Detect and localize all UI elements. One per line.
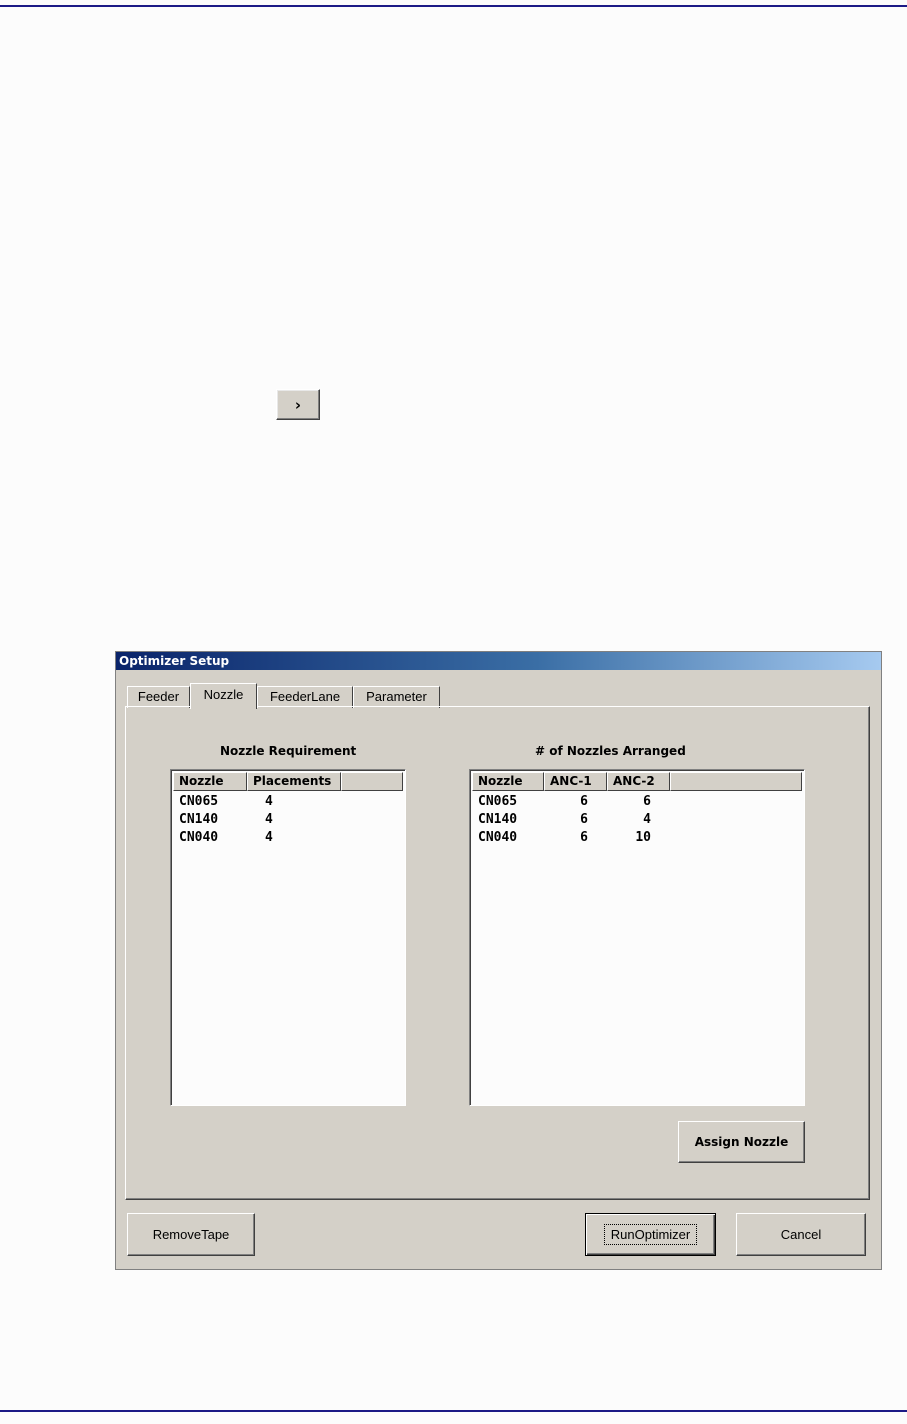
nozzle-cell: CN140 xyxy=(179,812,219,827)
list-rows xyxy=(478,794,651,848)
nozzle-requirement-list[interactable] xyxy=(170,769,406,1106)
list-rows xyxy=(179,794,273,848)
tab-nozzle[interactable]: Nozzle xyxy=(190,683,257,709)
column-header-anc-1[interactable]: ANC-1 xyxy=(544,772,607,791)
tab-parameter[interactable]: Parameter xyxy=(353,686,440,708)
column-header-anc-2[interactable]: ANC-2 xyxy=(607,772,670,791)
placements-cell: 4 xyxy=(265,794,273,809)
list-header xyxy=(173,772,403,791)
optimizer-setup-dialog xyxy=(115,651,882,1270)
chevron-right-button[interactable] xyxy=(276,389,320,420)
nozzle-tab-panel xyxy=(125,706,870,1200)
anc-2-cell: 10 xyxy=(635,830,651,845)
nozzles-arranged-title: # of Nozzles Arranged xyxy=(535,744,686,758)
nozzles-arranged-list[interactable] xyxy=(469,769,805,1106)
run-optimizer-label: RunOptimizer xyxy=(604,1224,697,1245)
table-row[interactable] xyxy=(478,812,651,830)
nozzle-cell: CN140 xyxy=(478,812,518,827)
placements-cell: 4 xyxy=(265,812,273,827)
list-header xyxy=(472,772,802,791)
nozzle-cell: CN065 xyxy=(179,794,219,809)
column-header-placements[interactable]: Placements xyxy=(247,772,341,791)
anc-1-cell: 6 xyxy=(580,830,588,845)
top-rule xyxy=(0,5,907,7)
chevron-right-icon: › xyxy=(294,395,302,414)
table-row[interactable] xyxy=(179,830,273,848)
tab-feederlane[interactable]: FeederLane xyxy=(257,686,353,708)
cancel-button[interactable]: Cancel xyxy=(736,1213,866,1256)
column-header-nozzle[interactable]: Nozzle xyxy=(472,772,544,791)
table-row[interactable] xyxy=(179,812,273,830)
nozzle-cell: CN040 xyxy=(478,830,518,845)
table-row[interactable] xyxy=(478,830,651,848)
remove-tape-button[interactable]: RemoveTape xyxy=(127,1213,255,1256)
assign-nozzle-button[interactable]: Assign Nozzle xyxy=(678,1121,805,1163)
anc-1-cell: 6 xyxy=(580,812,588,827)
table-row[interactable] xyxy=(478,794,651,812)
placements-cell: 4 xyxy=(265,830,273,845)
nozzle-requirement-title: Nozzle Requirement xyxy=(220,744,357,758)
anc-1-cell: 6 xyxy=(580,794,588,809)
dialog-title: Optimizer Setup xyxy=(116,652,881,670)
bottom-rule xyxy=(0,1410,907,1412)
column-header-blank[interactable] xyxy=(670,772,802,791)
column-header-blank[interactable] xyxy=(341,772,403,791)
nozzle-cell: CN065 xyxy=(478,794,518,809)
anc-2-cell: 4 xyxy=(643,812,651,827)
table-row[interactable] xyxy=(179,794,273,812)
run-optimizer-button[interactable] xyxy=(585,1213,716,1256)
tab-feeder[interactable]: Feeder xyxy=(127,686,190,708)
nozzle-cell: CN040 xyxy=(179,830,219,845)
column-header-nozzle[interactable]: Nozzle xyxy=(173,772,247,791)
anc-2-cell: 6 xyxy=(643,794,651,809)
